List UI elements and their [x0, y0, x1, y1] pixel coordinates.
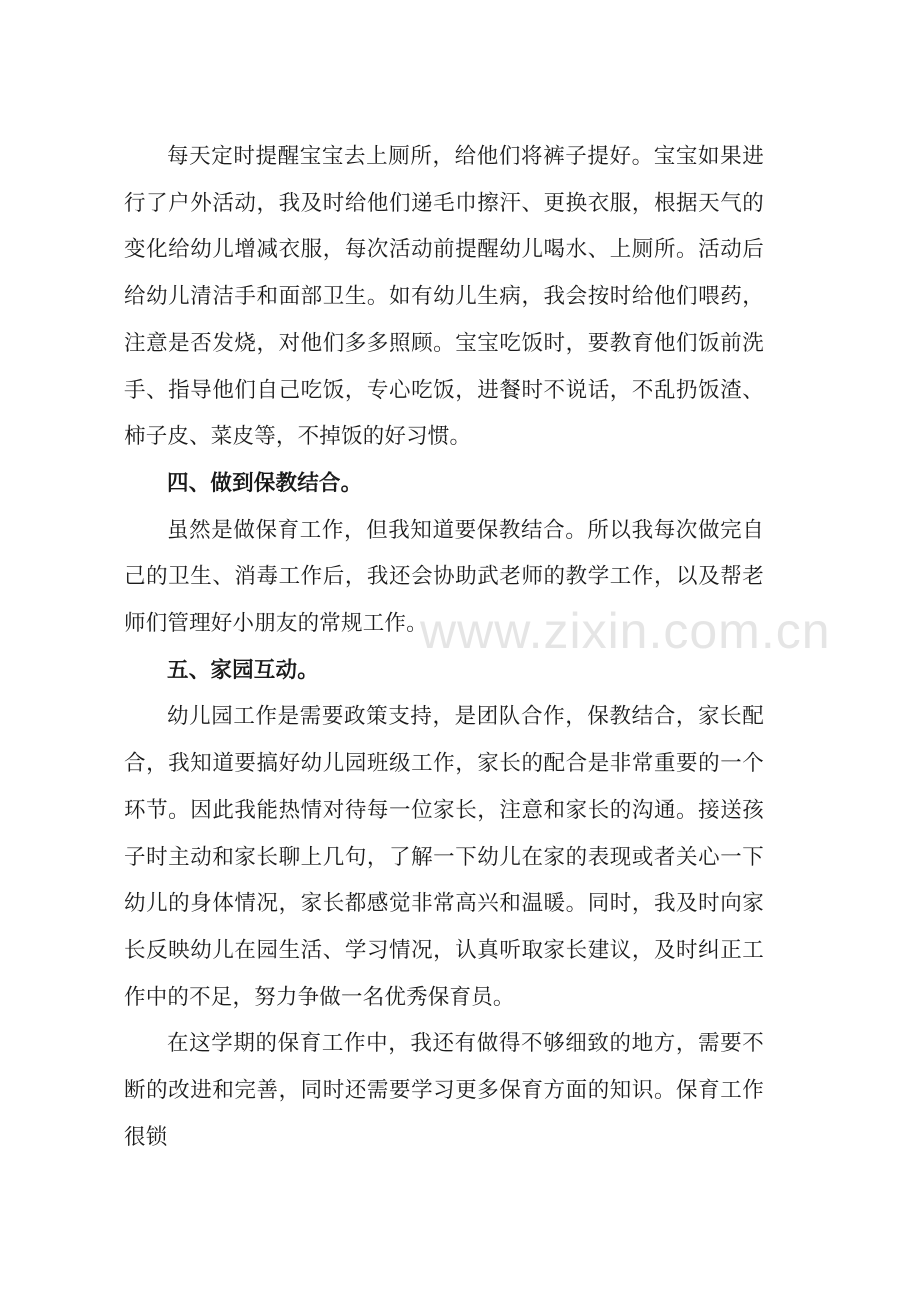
watermark: www.zixin.com.cn: [420, 603, 831, 659]
section-heading-5: 五、家园互动。: [167, 657, 319, 683]
paragraph-1: 每天定时提醒宝宝去上厕所，给他们将裤子提好。宝宝如果进行了户外活动，我及时给他们递毛巾擦汗、更换衣服，根据天气的变化给幼儿增减衣服，每次活动前提醒幼儿喝水、上厕所。活动后给幼儿清洁手和面部卫生。如有幼儿生病，我会按时给他们喂药，注意是否发烧，对他们多多照顾。宝宝吃饭时，要教育他们饭前洗手、指导他们自己吃饭，专心吃饭，进餐时不说话，不乱扔饭渣、柿子皮、菜皮等，不掉饭的好习惯。: [124, 144, 764, 450]
paragraph-4: 在这学期的保育工作中，我还有做得不够细致的地方，需要不断的改进和完善，同时还需要学习更多保育方面的知识。保育工作很锁: [124, 1031, 764, 1150]
paragraph-2: 虽然是做保育工作，但我知道要保教结合。所以我每次做完自己的卫生、消毒工作后，我还会协助武老师的教学工作，以及帮老师们管理好小朋友的常规工作。: [124, 517, 764, 637]
document-body: [124, 134, 764, 1161]
section-heading-4: 四、做到保教结合。: [167, 470, 363, 496]
paragraph-3: 幼儿园工作是需要政策支持，是团队合作，保教结合，家长配合，我知道要搞好幼儿园班级工作，家长的配合是非常重要的一个环节。因此我能热情对待每一位家长，注意和家长的沟通。接送孩子时主动和家长聊上几句，了解一下幼儿在家的表现或者关心一下幼儿的身体情况，家长都感觉非常高兴和温暖。同时，我及时向家长反映幼儿在园生活、学习情况，认真听取家长建议，及时纠正工作中的不足，努力争做一名优秀保育员。: [124, 704, 764, 1010]
